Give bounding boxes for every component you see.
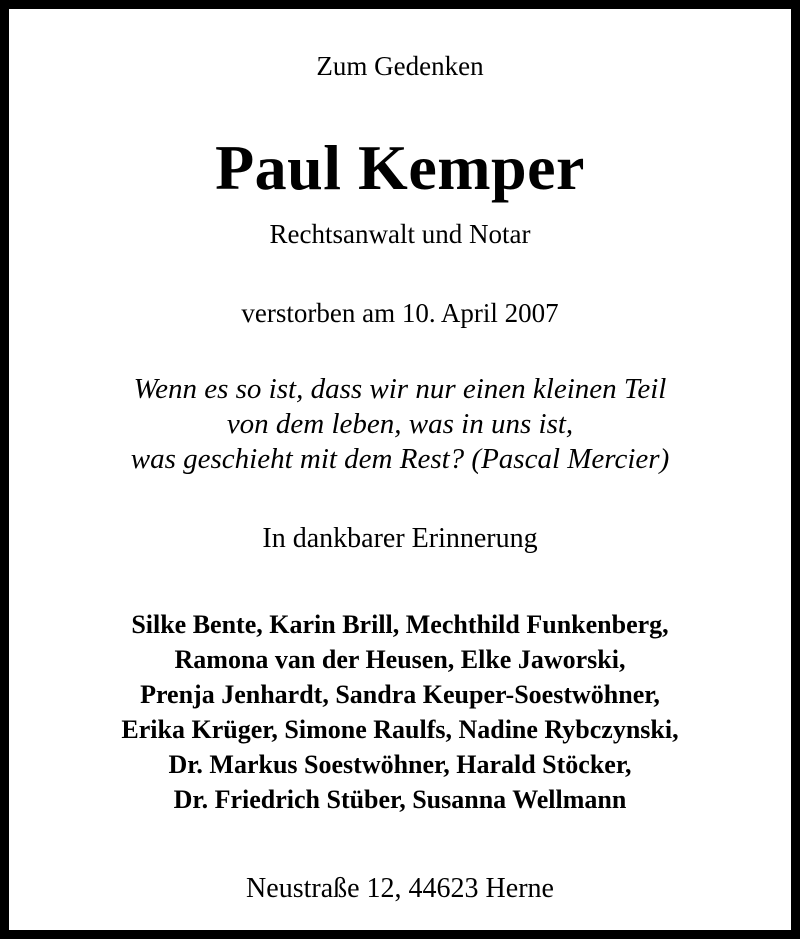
- quote-line: Wenn es so ist, dass wir nur einen kleinen Teil: [133, 373, 667, 405]
- deceased-name: Paul Kemper: [215, 132, 585, 203]
- quote-line: was geschieht mit dem Rest? (Pascal Mercier): [130, 443, 670, 475]
- death-date: verstorben am 10. April 2007: [241, 298, 559, 328]
- quote-line: von dem leben, was in uns ist,: [226, 408, 574, 440]
- mourners-line: Ramona van der Heusen, Elke Jaworski,: [174, 645, 626, 674]
- remembrance-line: In dankbarer Erinnerung: [262, 523, 538, 554]
- address: Neustraße 12, 44623 Herne: [246, 873, 554, 904]
- mourners-line: Dr. Friedrich Stüber, Susanna Wellmann: [173, 785, 627, 814]
- notice-header: Zum Gedenken: [316, 51, 484, 81]
- mourners-list: [18, 612, 782, 822]
- quote: [18, 375, 782, 480]
- mourners-line: Erika Krüger, Simone Raulfs, Nadine Rybczynski,: [121, 715, 679, 744]
- mourners-line: Silke Bente, Karin Brill, Mechthild Funkenberg,: [131, 610, 669, 639]
- deceased-profession: Rechtsanwalt und Notar: [269, 219, 531, 249]
- mourners-line: Prenja Jenhardt, Sandra Keuper-Soestwöhner,: [140, 680, 660, 709]
- mourners-line: Dr. Markus Soestwöhner, Harald Stöcker,: [168, 750, 632, 779]
